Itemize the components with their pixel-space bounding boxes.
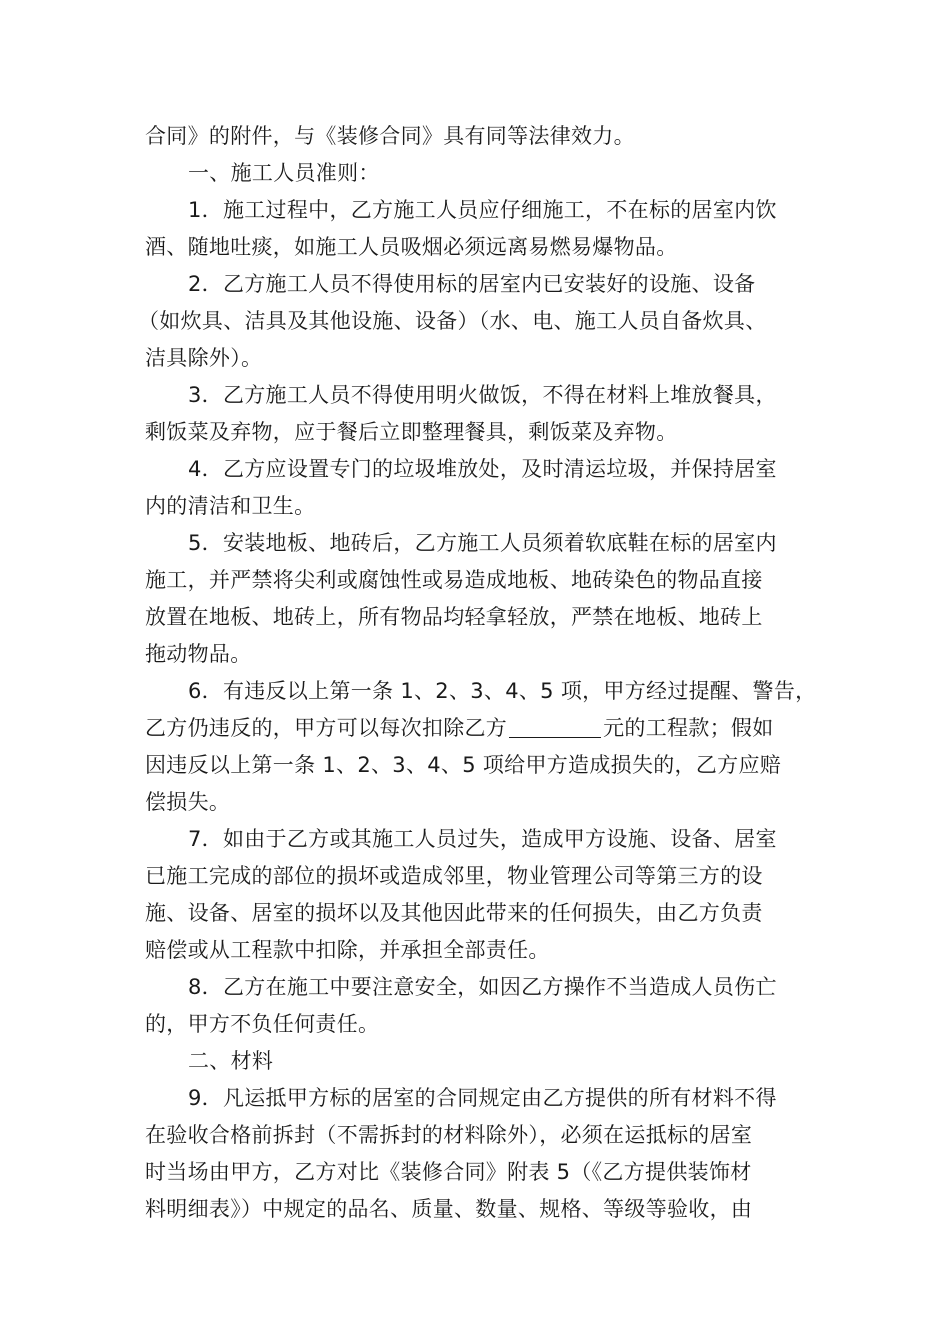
text-line: 8．乙方在施工中要注意安全，如因乙方操作不当造成人员伤亡 [188, 975, 777, 999]
text-line: 偿损失。 [145, 790, 231, 814]
text-line: 的，甲方不负任何责任。 [145, 1012, 380, 1036]
text-line: 洁具除外）。 [145, 346, 263, 370]
text-line: 施、设备、居室的损坏以及其他因此带来的任何损失，由乙方负责 [145, 901, 763, 925]
text-line: 因违反以上第一条 1、2、3、4、5 项给甲方造成损失的，乙方应赔 [145, 753, 782, 777]
text-line: 6．有违反以上第一条 1、2、3、4、5 项，甲方经过提醒、警告， [188, 679, 817, 703]
text-line: 合同》的附件，与《装修合同》具有同等法律效力。 [145, 124, 635, 148]
text-line: 2．乙方施工人员不得使用标的居室内已安装好的设施、设备 [188, 272, 756, 296]
text-line: 内的清洁和卫生。 [145, 494, 316, 518]
text-line [145, 713, 825, 743]
text-line: 时当场由甲方，乙方对比《装修合同》附表 5（《乙方提供装饰材 [145, 1160, 752, 1184]
text-line: 剩饭菜及弃物，应于餐后立即整理餐具，剩饭菜及弃物。 [145, 420, 678, 444]
fill-in-blank[interactable] [509, 717, 601, 738]
text-line: 施工，并严禁将尖利或腐蚀性或易造成地板、地砖染色的物品直接 [145, 568, 763, 592]
text-line: 5．安装地板、地砖后，乙方施工人员须着软底鞋在标的居室内 [188, 531, 777, 555]
text-line: 9．凡运抵甲方标的居室的合同规定由乙方提供的所有材料不得 [188, 1086, 777, 1110]
text-segment: 元的工程款；假如 [603, 716, 774, 740]
text-line: 1．施工过程中，乙方施工人员应仔细施工，不在标的居室内饮 [188, 198, 777, 222]
text-line: 在验收合格前拆封（不需拆封的材料除外），必须在运抵标的居室 [145, 1123, 753, 1147]
text-line: 3．乙方施工人员不得使用明火做饭，不得在材料上堆放餐具， [188, 383, 777, 407]
text-line: 7．如由于乙方或其施工人员过失，造成甲方设施、设备、居室 [188, 827, 777, 851]
section-heading: 一、施工人员准则： [188, 161, 380, 185]
section-heading: 二、材料 [188, 1049, 274, 1073]
text-line: 料明细表》）中规定的品名、质量、数量、规格、等级等验收，由 [145, 1197, 753, 1221]
text-line: 拖动物品。 [145, 642, 252, 666]
text-line: 放置在地板、地砖上，所有物品均轻拿轻放，严禁在地板、地砖上 [145, 605, 763, 629]
text-line: 酒、随地吐痰，如施工人员吸烟必须远离易燃易爆物品。 [145, 235, 678, 259]
text-line: 赔偿或从工程款中扣除，并承担全部责任。 [145, 938, 550, 962]
text-line: （如炊具、洁具及其他设施、设备）（水、电、施工人员自备炊具、 [138, 309, 767, 333]
text-line: 已施工完成的部位的损坏或造成邻里，物业管理公司等第三方的设 [145, 864, 763, 888]
text-line: 4．乙方应设置专门的垃圾堆放处，及时清运垃圾，并保持居室 [188, 457, 777, 481]
text-segment: 乙方仍违反的，甲方可以每次扣除乙方 [145, 716, 508, 740]
